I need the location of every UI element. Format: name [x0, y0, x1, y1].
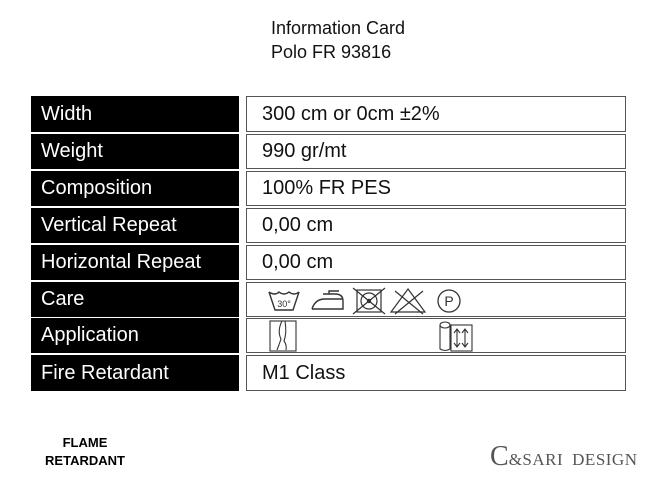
professional-dry-clean-p-icon — [438, 290, 460, 312]
row-label-weight: Weight — [31, 134, 239, 169]
row-value-composition: 100% FR PES — [246, 171, 626, 206]
logo-c: C — [490, 441, 509, 472]
row-value-vertical-repeat: 0,00 cm — [246, 208, 626, 243]
row-label-application: Application — [31, 318, 239, 353]
care-icons — [246, 282, 626, 317]
card-title — [271, 16, 405, 64]
badge-line1: FLAME — [62, 435, 108, 450]
wash-temperature: 30° — [277, 298, 291, 309]
brand-logo — [490, 440, 638, 474]
row-value-weight: 990 gr/mt — [246, 134, 626, 169]
row-label-care: Care — [31, 282, 239, 317]
row-label-fire-retardant: Fire Retardant — [31, 355, 239, 391]
product-name: Polo FR 93816 — [271, 42, 392, 62]
row-value-width: 300 cm or 0cm ±2% — [246, 96, 626, 132]
row-weight — [31, 134, 627, 169]
row-application — [31, 318, 627, 353]
fabric-roll-vertical-icon — [440, 322, 472, 351]
iron-icon — [312, 291, 343, 309]
row-horizontal-repeat — [31, 245, 627, 280]
row-label-vertical-repeat: Vertical Repeat — [31, 208, 239, 243]
row-label-composition: Composition — [31, 171, 239, 206]
badge-line2: RETARDANT — [45, 453, 125, 468]
row-label-horizontal-repeat: Horizontal Repeat — [31, 245, 239, 280]
application-icons — [246, 318, 626, 353]
row-vertical-repeat — [31, 208, 627, 243]
row-width — [31, 96, 627, 132]
logo-design: DESIGN — [572, 450, 638, 469]
no-tumble-dry-icon — [353, 288, 385, 314]
row-label-width: Width — [31, 96, 239, 132]
wash-30-icon — [269, 292, 299, 310]
card-title-line1: Information Card — [271, 18, 406, 38]
row-value-horizontal-repeat: 0,00 cm — [246, 245, 626, 280]
row-composition — [31, 171, 627, 206]
flame-retardant-badge — [40, 434, 130, 470]
curtain-icon — [270, 321, 296, 351]
row-care — [31, 282, 627, 317]
row-value-fire-retardant: M1 Class — [246, 355, 626, 391]
row-fire-retardant — [31, 355, 627, 391]
no-bleach-icon — [391, 289, 425, 314]
dry-clean-letter: P — [444, 292, 454, 309]
logo-sari: &SARI — [508, 450, 564, 469]
